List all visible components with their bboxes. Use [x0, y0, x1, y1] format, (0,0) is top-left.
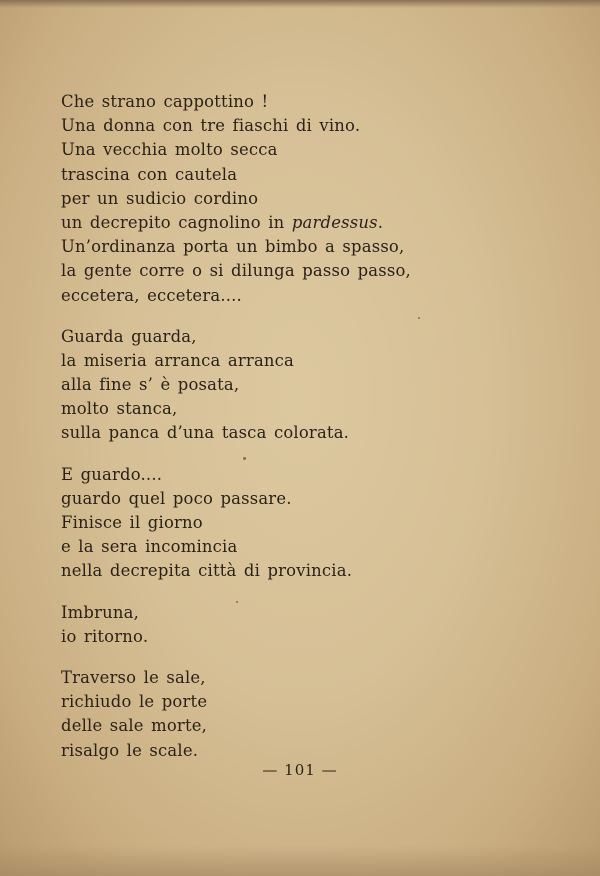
poem-line: la gente corre o si dilunga passo passo, [61, 261, 411, 281]
stanza-1 [61, 90, 561, 308]
italic-word: pardessus [291, 212, 378, 232]
poem-line: per un sudicio cordino [61, 188, 259, 208]
poem-line: Traverso le sale, [61, 667, 206, 687]
stanza-4 [61, 601, 561, 649]
poem-line: delle sale morte, [61, 716, 208, 736]
stanza-3 [61, 463, 561, 584]
poem-line: guardo quel poco passare. [61, 488, 292, 508]
line-text: un decrepito cagnolino in [61, 212, 292, 232]
poem-line: richiudo le porte [61, 692, 208, 712]
poem-line: io ritorno. [61, 626, 149, 646]
poem-line: la miseria arranca arranca [61, 350, 295, 370]
poem-line: e la sera incomincia [61, 537, 238, 557]
poem-body [61, 90, 561, 780]
poem-line: Guarda guarda, [61, 326, 197, 346]
poem-line [61, 211, 561, 235]
poem-line: Che strano cappottino ! [61, 92, 269, 111]
poem-line: Finisce il giorno [61, 513, 203, 532]
poem-line: Imbruna, [61, 602, 140, 622]
poem-line: Un’ordinanza porta un bimbo a spasso, [61, 237, 405, 257]
poem-line: Una donna con tre fiaschi di vino. [61, 116, 361, 136]
poem-line: molto stanca, [61, 399, 178, 419]
poem-line: trascina con cautela [61, 164, 238, 184]
poem-line: E guardo.... [61, 464, 163, 484]
paper-speck [243, 457, 246, 460]
stanza-2 [61, 325, 561, 446]
stanza-5 [61, 666, 561, 763]
poem-line: alla fine s’ è posata, [61, 375, 240, 395]
poem-line: risalgo le scale. [61, 740, 199, 760]
line-text: . [377, 212, 384, 232]
poem-line: eccetera, eccetera.... [61, 285, 242, 305]
poem-line: Una vecchia molto secca [61, 140, 278, 160]
page-number: — 101 — [262, 761, 338, 779]
paper-speck [418, 317, 420, 319]
poem-line: sulla panca d’una tasca colorata. [61, 423, 350, 443]
poem-line: nella decrepita città di provincia. [61, 561, 353, 581]
paper-speck [236, 601, 238, 603]
